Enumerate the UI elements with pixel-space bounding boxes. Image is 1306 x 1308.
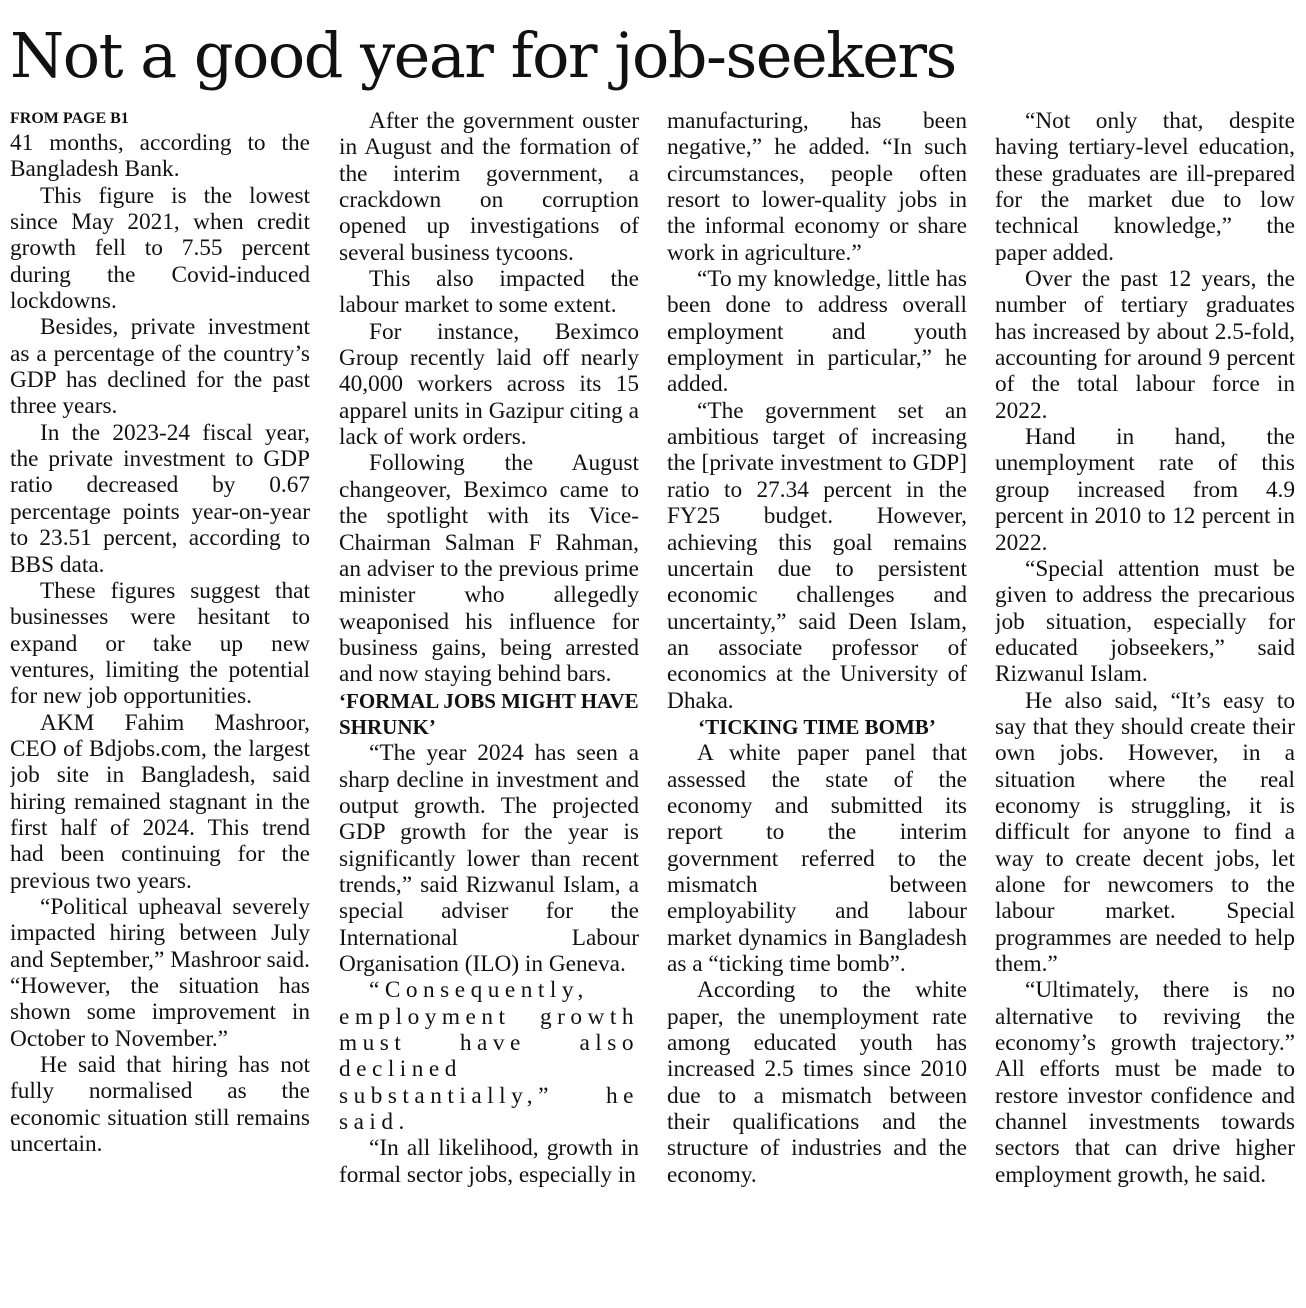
subheading-formal-jobs: ‘FORMAL JOBS MIGHT HAVE SHRUNK’: [339, 688, 639, 739]
paragraph: manufacturing, has been negative,” he added. “In such circumstances, people often resort to lower-quality jobs in the informal economy or share work in agriculture.”: [667, 108, 967, 266]
paragraph: According to the white paper, the unemployment rate among educated youth has increased 2.5 times since 2010 due to a mismatch between their qualifications and the structure of industries and the economy.: [667, 977, 967, 1188]
column-4: [995, 108, 1295, 1304]
paragraph: A white paper panel that assessed the state of the economy and submitted its report to the interim government referred to the mismatch between employability and labour market dynamics in Bangladesh as a “ticking time bomb”.: [667, 740, 967, 977]
paragraph: Over the past 12 years, the number of tertiary graduates has increased by about 2.5-fold, accounting for around 9 percent of the total labour force in 2022.: [995, 266, 1295, 424]
paragraph: “Consequently, employment growth must have also declined substantially,” he said.: [339, 977, 639, 1136]
paragraph: After the government ouster in August and the formation of the interim government, a crackdown on corruption opened up investigations of several business tycoons.: [339, 108, 639, 266]
paragraph: He said that hiring has not fully normalised as the economic situation still remains uncertain.: [10, 1052, 310, 1158]
column-2: [339, 108, 639, 1304]
paragraph: This figure is the lowest since May 2021, when credit growth fell to 7.55 percent during the Covid-induced lockdowns.: [10, 182, 310, 315]
paragraph: Following the August changeover, Beximco came to the spotlight with its Vice-Chairman Salman F Rahman, an adviser to the previous prime minister who allegedly weaponised his influence for business gains, being arrested and now staying behind bars.: [339, 450, 639, 688]
paragraph: For instance, Beximco Group recently laid off nearly 40,000 workers across its 15 apparel units in Gazipur citing a lack of work orders.: [339, 318, 639, 451]
paragraph: In the 2023-24 fiscal year, the private investment to GDP ratio decreased by 0.67 percentage points year-on-year to 23.51 percent, according to BBS data.: [10, 419, 310, 578]
paragraph: AKM Fahim Mashroor, CEO of Bdjobs.com, the largest job site in Bangladesh, said hiring remained stagnant in the first half of 2024. This trend had been continuing for the previous two years.: [10, 709, 310, 894]
paragraph: These figures suggest that businesses were hesitant to expand or take up new ventures, limiting the potential for new job opportunities.: [10, 577, 310, 710]
paragraph: “Ultimately, there is no alternative to reviving the economy’s growth trajectory.” All efforts must be made to restore investor confidence and channel investments towards sectors that can drive higher employment growth, he said.: [995, 977, 1295, 1188]
paragraph: “To my knowledge, little has been done to address overall employment and youth employment in particular,” he added.: [667, 266, 967, 398]
column-3: [667, 108, 967, 1304]
subheading-ticking-time-bomb: ‘TICKING TIME BOMB’: [698, 714, 936, 739]
continuation-kicker: FROM PAGE B1: [10, 110, 129, 127]
paragraph: Besides, private investment as a percentage of the country’s GDP has declined for the past three years.: [10, 314, 310, 420]
paragraph: “Not only that, despite having tertiary-level education, these graduates are ill-prepared for the market due to low technical knowledge,” the paper added.: [995, 108, 1295, 266]
paragraph: “The government set an ambitious target of increasing the [private investment to GDP] ratio to 27.34 percent in the FY25 budget. However, achieving this goal remains uncertain due to persistent economic challenges and uncertainty,” said Deen Islam, an associate professor of economics at the University of Dhaka.: [667, 397, 967, 714]
paragraph: He also said, “It’s easy to say that they should create their own jobs. However, in a situation where the real economy is struggling, it is difficult for anyone to find a way to create decent jobs, let alone for newcomers to the labour market. Special programmes are needed to help them.”: [995, 687, 1295, 977]
column-1: [10, 108, 310, 1304]
paragraph: “The year 2024 has seen a sharp decline in investment and output growth. The projected GDP growth for the year is significantly lower than recent trends,” said Rizwanul Islam, a special adviser for the International Labour Organisation (ILO) in Geneva.: [339, 740, 639, 977]
paragraph: “Political upheaval severely impacted hiring between July and September,” Mashroor said. “However, the situation has shown some improvement in October to November.”: [10, 893, 310, 1052]
paragraph: Hand in hand, the unemployment rate of this group increased from 4.9 percent in 2010 to 12 percent in 2022.: [995, 424, 1295, 556]
paragraph: “In all likelihood, growth in formal sector jobs, especially in: [339, 1135, 639, 1188]
headline: Not a good year for job-seekers: [10, 19, 956, 92]
paragraph: This also impacted the labour market to some extent.: [339, 266, 639, 319]
paragraph: 41 months, according to the Bangladesh Bank.: [10, 130, 310, 183]
paragraph: “Special attention must be given to address the precarious job situation, especially for educated jobseekers,” said Rizwanul Islam.: [995, 555, 1295, 688]
